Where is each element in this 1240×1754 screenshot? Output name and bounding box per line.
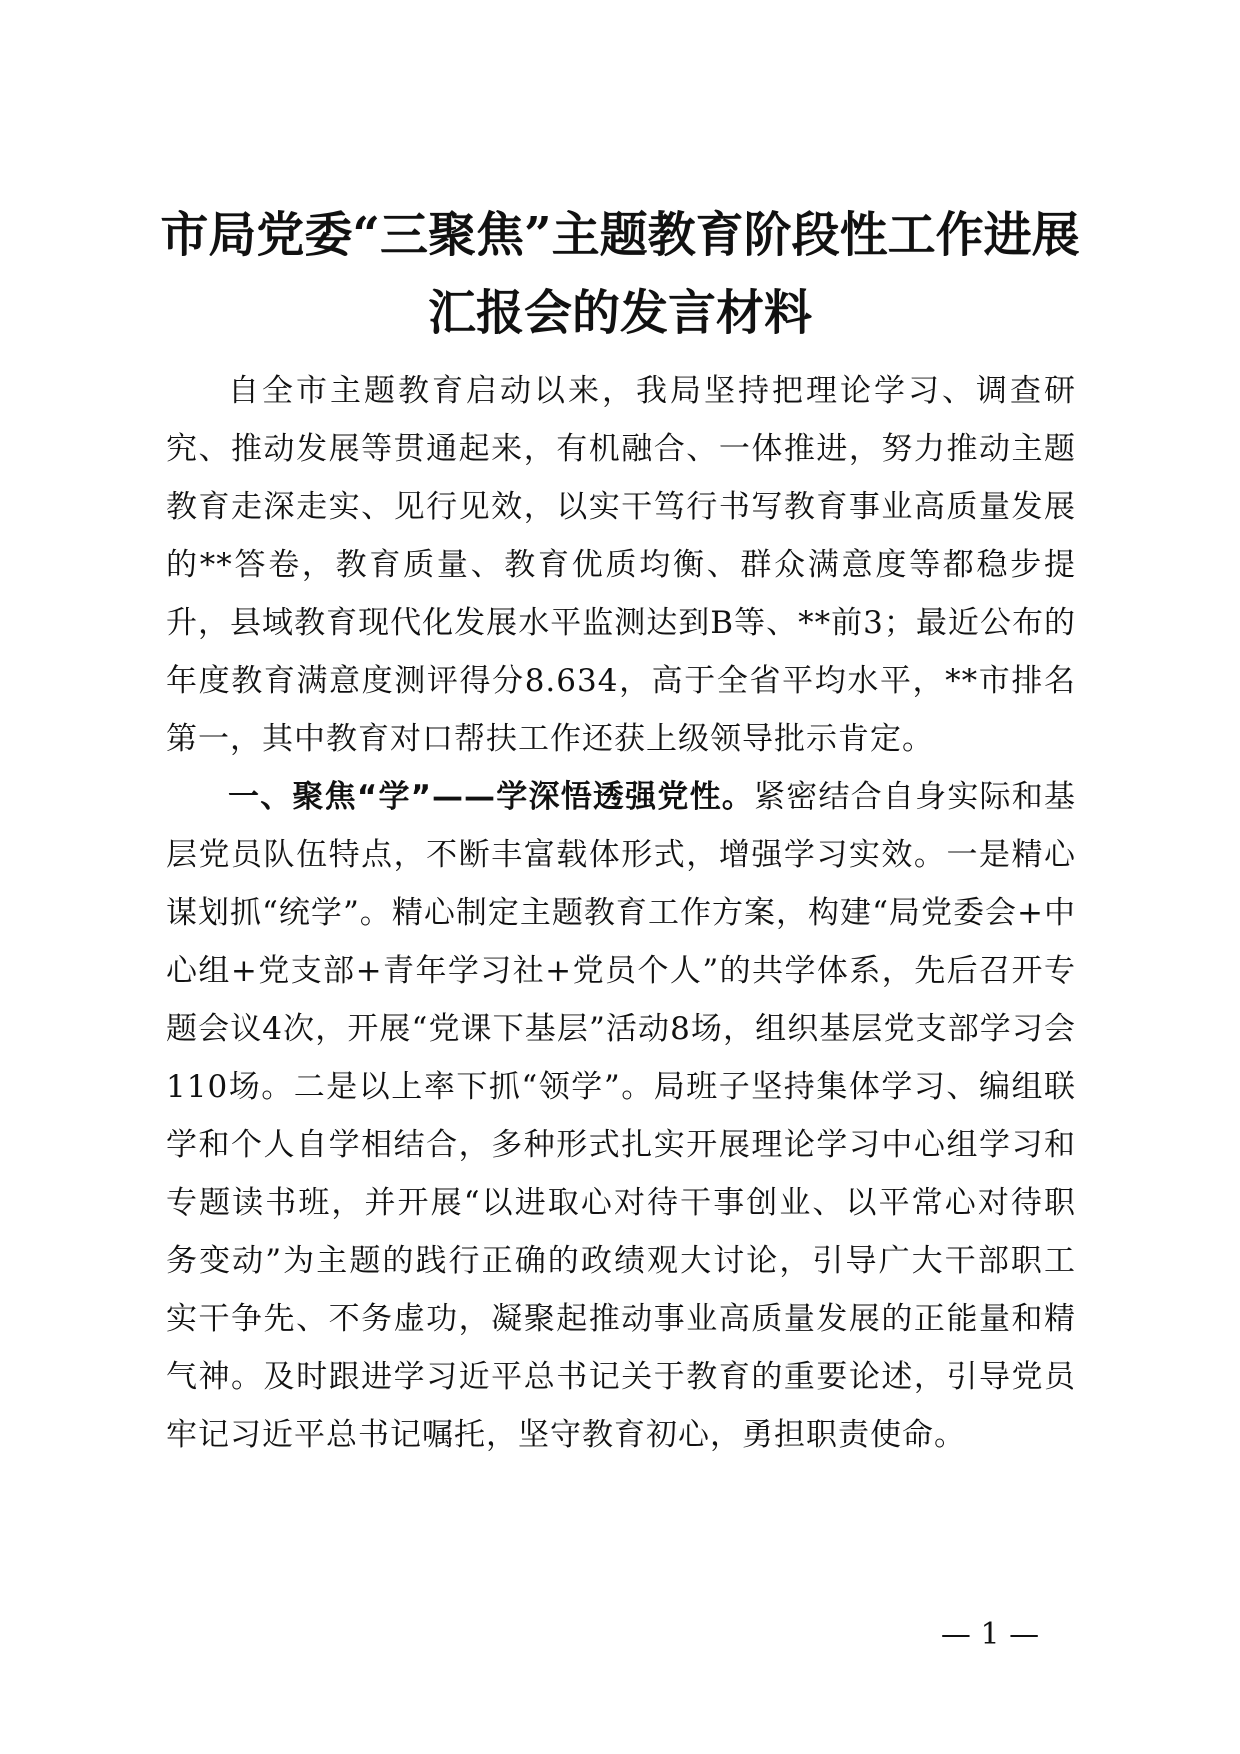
document-title: 市局党委“三聚焦”主题教育阶段性工作进展汇报会的发言材料 <box>160 207 1080 341</box>
section-one-text: 紧密结合自身实际和基层党员队伍特点，不断丰富载体形式，增强学习实效。一是精心谋划抓“统学”。精心制定主题教育工作方案，构建“局党委会+中心组+党支部+青年学习社+党员个人”的共学体系，先后召开专题会议4次，开展“党课下基层”活动8场，组织基层党支部学习会110场。二是以上率下抓“领学”。局班子坚持集体学习、编组联学和个人自学相结合，多种形式扎实开展理论学习中心组学习和专题读书班，并开展“以进取心对待干事创业、以平常心对待职务变动”为主题的践行正确的政绩观大讨论，引导广大干部职工实干争先、不务虚功，凝聚起推动事业高质量发展的正能量和精气神。及时跟进学习近平总书记关于教育的重要论述，引导党员牢记习近平总书记嘱托，坚守教育初心，勇担职责使命。 <box>166 779 1076 1453</box>
section-one-heading: 一、聚焦“学”——学深悟透强党性。 <box>228 779 755 815</box>
document-body <box>166 362 1076 1464</box>
section-one-paragraph <box>166 768 1076 1464</box>
intro-paragraph: 自全市主题教育启动以来，我局坚持把理论学习、调查研究、推动发展等贯通起来，有机融合、一体推进，努力推动主题教育走深走实、见行见效，以实干笃行书写教育事业高质量发展的**答卷，教育质量、教育优质均衡、群众满意度等都稳步提升，县域教育现代化发展水平监测达到B等、**前3；最近公布的年度教育满意度测评得分8.634，高于全省平均水平，**市排名第一，其中教育对口帮扶工作还获上级领导批示肯定。 <box>166 373 1076 757</box>
page-number: — 1 — <box>940 1617 1040 1652</box>
